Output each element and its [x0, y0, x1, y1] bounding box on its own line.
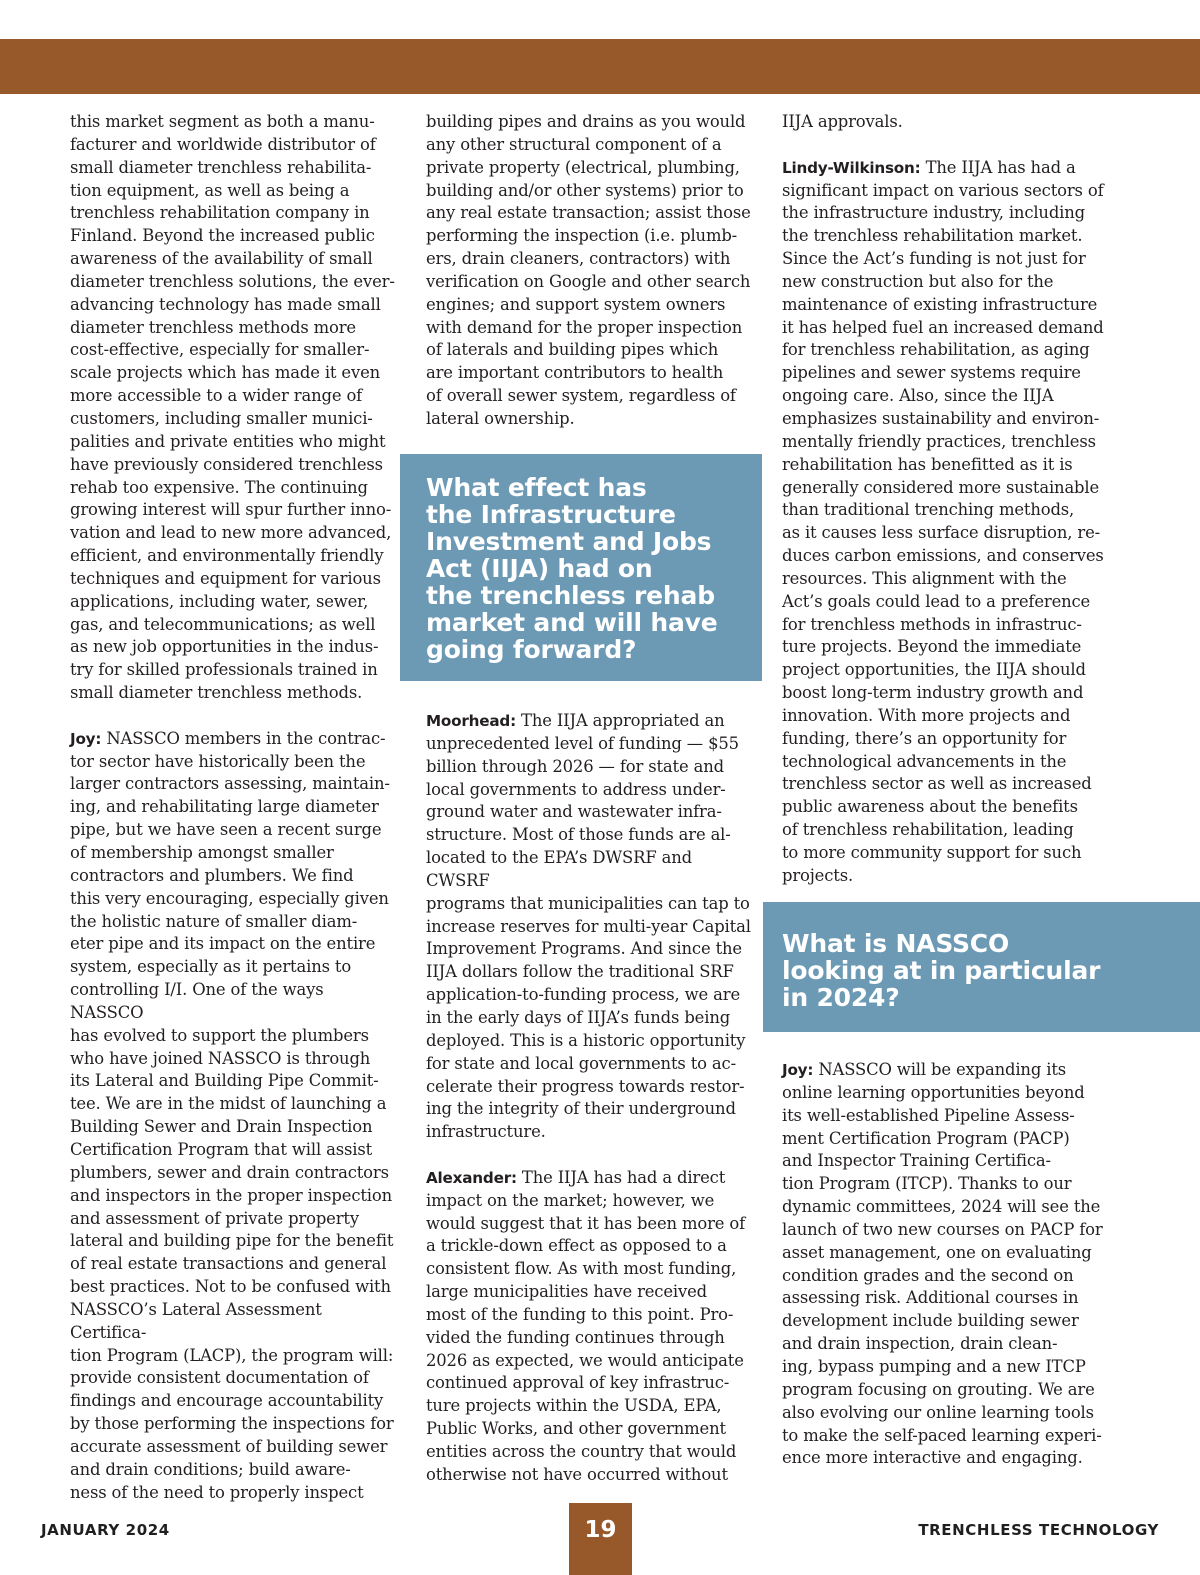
- footer-date: JANUARY 2024: [41, 1521, 170, 1539]
- article-column-1: [70, 111, 400, 1504]
- article-column-2-continued: [426, 710, 756, 1487]
- paragraph-text: The IIJA has had a direct impact on the market; however, we would suggest that it has been more of a trickle-down effect as opposed to a consistent flow. As with most funding, large municipalities have received most of the funding to this point. Pro- vided the funding continues through 2026 as expected, we would anticipate continued approval of key infrastruc- ture projects within the USDA, EPA, Public Works, and other government entities across the country that would otherwise not have occurred without: [426, 1167, 746, 1484]
- paragraph-text: NASSCO will be expanding its online learning opportunities beyond its well-established Pipeline Assess- ment Certification Program (PACP) and Inspector Training Certifica- tion Program (ITCP). Thanks to our dynamic committees, 2024 will see the launch of two new courses on PACP for asset management, one on evaluating condition grades and the second on assessing risk. Additional courses in development include building sewer and drain inspection, drain clean- ing, bypass pumping and a new ITCP program focusing on grouting. We are also evolving our online learning tools to make the self-paced learning experi- ence more interactive and engaging.: [782, 1060, 1103, 1468]
- paragraph: [70, 728, 400, 1505]
- question-heading: What is NASSCO looking at in particular in 2024?: [763, 902, 1200, 1032]
- paragraph: [426, 1167, 756, 1487]
- question-heading: What effect has the Infrastructure Investment and Jobs Act (IIJA) had on the trenchless rehab market and will have going forward?: [400, 454, 762, 681]
- paragraph: [426, 710, 756, 1144]
- paragraph: [782, 1059, 1112, 1470]
- page-number: 19: [569, 1503, 632, 1575]
- article-column-3: [782, 111, 1112, 888]
- paragraph: this market segment as both a manu- facturer and worldwide distributor of small diameter trenchless rehabilita- tion equipment, as well as being a trenchless rehabilitation company in Finland. Beyond the increased public awareness of the availability of small diameter trenchless solutions, the ever- advancing technology has made small diameter trenchless methods more cost-effective, especially for smaller- scale projects which has made it even more accessible to a wider range of customers, including smaller munici- palities and private entities who might have previously considered trenchless rehab too expensive. The continuing growing interest will spur further inno- vation and lead to new more advanced, efficient, and environmentally friendly techniques and equipment for various applications, including water, sewer, gas, and telecommunications; as well as new job opportunities in the indus- try for skilled professionals trained in small diameter trenchless methods.: [70, 112, 395, 703]
- speaker-name: Joy:: [782, 1061, 814, 1079]
- paragraph-text: The IIJA appropriated an unprecedented level of funding — $55 billion through 2026 — for state and local governments to address under- ground water and wastewater infra- structure. Most of those funds are al- located to the EPA’s DWSRF and CWSRF programs that municipalities can tap to increase reserves for multi-year Capital Improvement Programs. And since the IIJA dollars follow the traditional SRF application-to-funding process, we are in the early days of IIJA’s funds being deployed. This is a historic opportunity for state and local governments to ac- celerate their progress towards restor- ing the integrity of their underground infrastructure.: [426, 711, 751, 1142]
- article-column-2: [426, 111, 756, 431]
- paragraph-text: NASSCO members in the contrac- tor sector have historically been the larger contractors assessing, maintain- ing, and rehabilitating large diameter pipe, but we have seen a recent surge of membership amongst smaller contractors and plumbers. We find this very encouraging, especially given the holistic nature of smaller diam- eter pipe and its impact on the entire system, especially as it pertains to controlling I/I. One of the ways NASSCO has evolved to support the plumbers who have joined NASSCO is through its Lateral and Building Pipe Commit- tee. We are in the midst of launching a Building Sewer and Drain Inspection Certification Program that will assist plumbers, sewer and drain contractors and inspectors in the proper inspection and assessment of private property lateral and building pipe for the benefit of real estate transactions and general best practices. Not to be confused with NASSCO’s Lateral Assessment Certifica- tion Program (LACP), the program will: provide consistent documentation of findings and encourage accountability by those performing the inspections for accurate assessment of building sewer and drain conditions; build aware- ness of the need to properly inspect: [70, 728, 394, 1502]
- header-band: [0, 39, 1200, 94]
- speaker-name: Lindy-Wilkinson:: [782, 158, 921, 177]
- speaker-name: Moorhead:: [426, 712, 516, 730]
- article-column-3-continued: [782, 1059, 1112, 1470]
- paragraph-text: The IIJA has had a significant impact on various sectors of the infrastructure industry, including the trenchless rehabilitation market. Since the Act’s funding is not just for new construction but also for the maintenance of existing infrastructure it has helped fuel an increased demand for trenchless rehabilitation, as aging pipelines and sewer systems require ongoing care. Also, since the IIJA emphasizes sustainability and environ- mentally friendly practices, trenchless rehabilitation has benefitted as it is generally considered more sustainable than traditional trenching methods, as it causes less surface disruption, re- duces carbon emissions, and conserves resources. This alignment with the Act’s goals could lead to a preference for trenchless methods in infrastruc- ture projects. Beyond the immediate project opportunities, the IIJA should boost long-term industry growth and innovation. With more projects and funding, there’s an opportunity for technological advancements in the trenchless sector as well as increased public awareness about the benefits of trenchless rehabilitation, leading to more community support for such projects.: [782, 157, 1104, 885]
- paragraph: IIJA approvals.: [782, 112, 903, 131]
- speaker-name: Alexander:: [426, 1168, 517, 1187]
- paragraph: building pipes and drains as you would any other structural component of a private property (electrical, plumbing, building and/or other systems) prior to any real estate transaction; assist those performing the inspection (i.e. plumb- ers, drain cleaners, contractors) with verification on Google and other search engines; and support system owners with demand for the proper inspection of laterals and building pipes which are important contributors to health of overall sewer system, regardless of lateral ownership.: [426, 112, 751, 428]
- paragraph: [782, 157, 1112, 888]
- speaker-name: Joy:: [70, 729, 102, 748]
- footer-publication: TRENCHLESS TECHNOLOGY: [918, 1521, 1159, 1539]
